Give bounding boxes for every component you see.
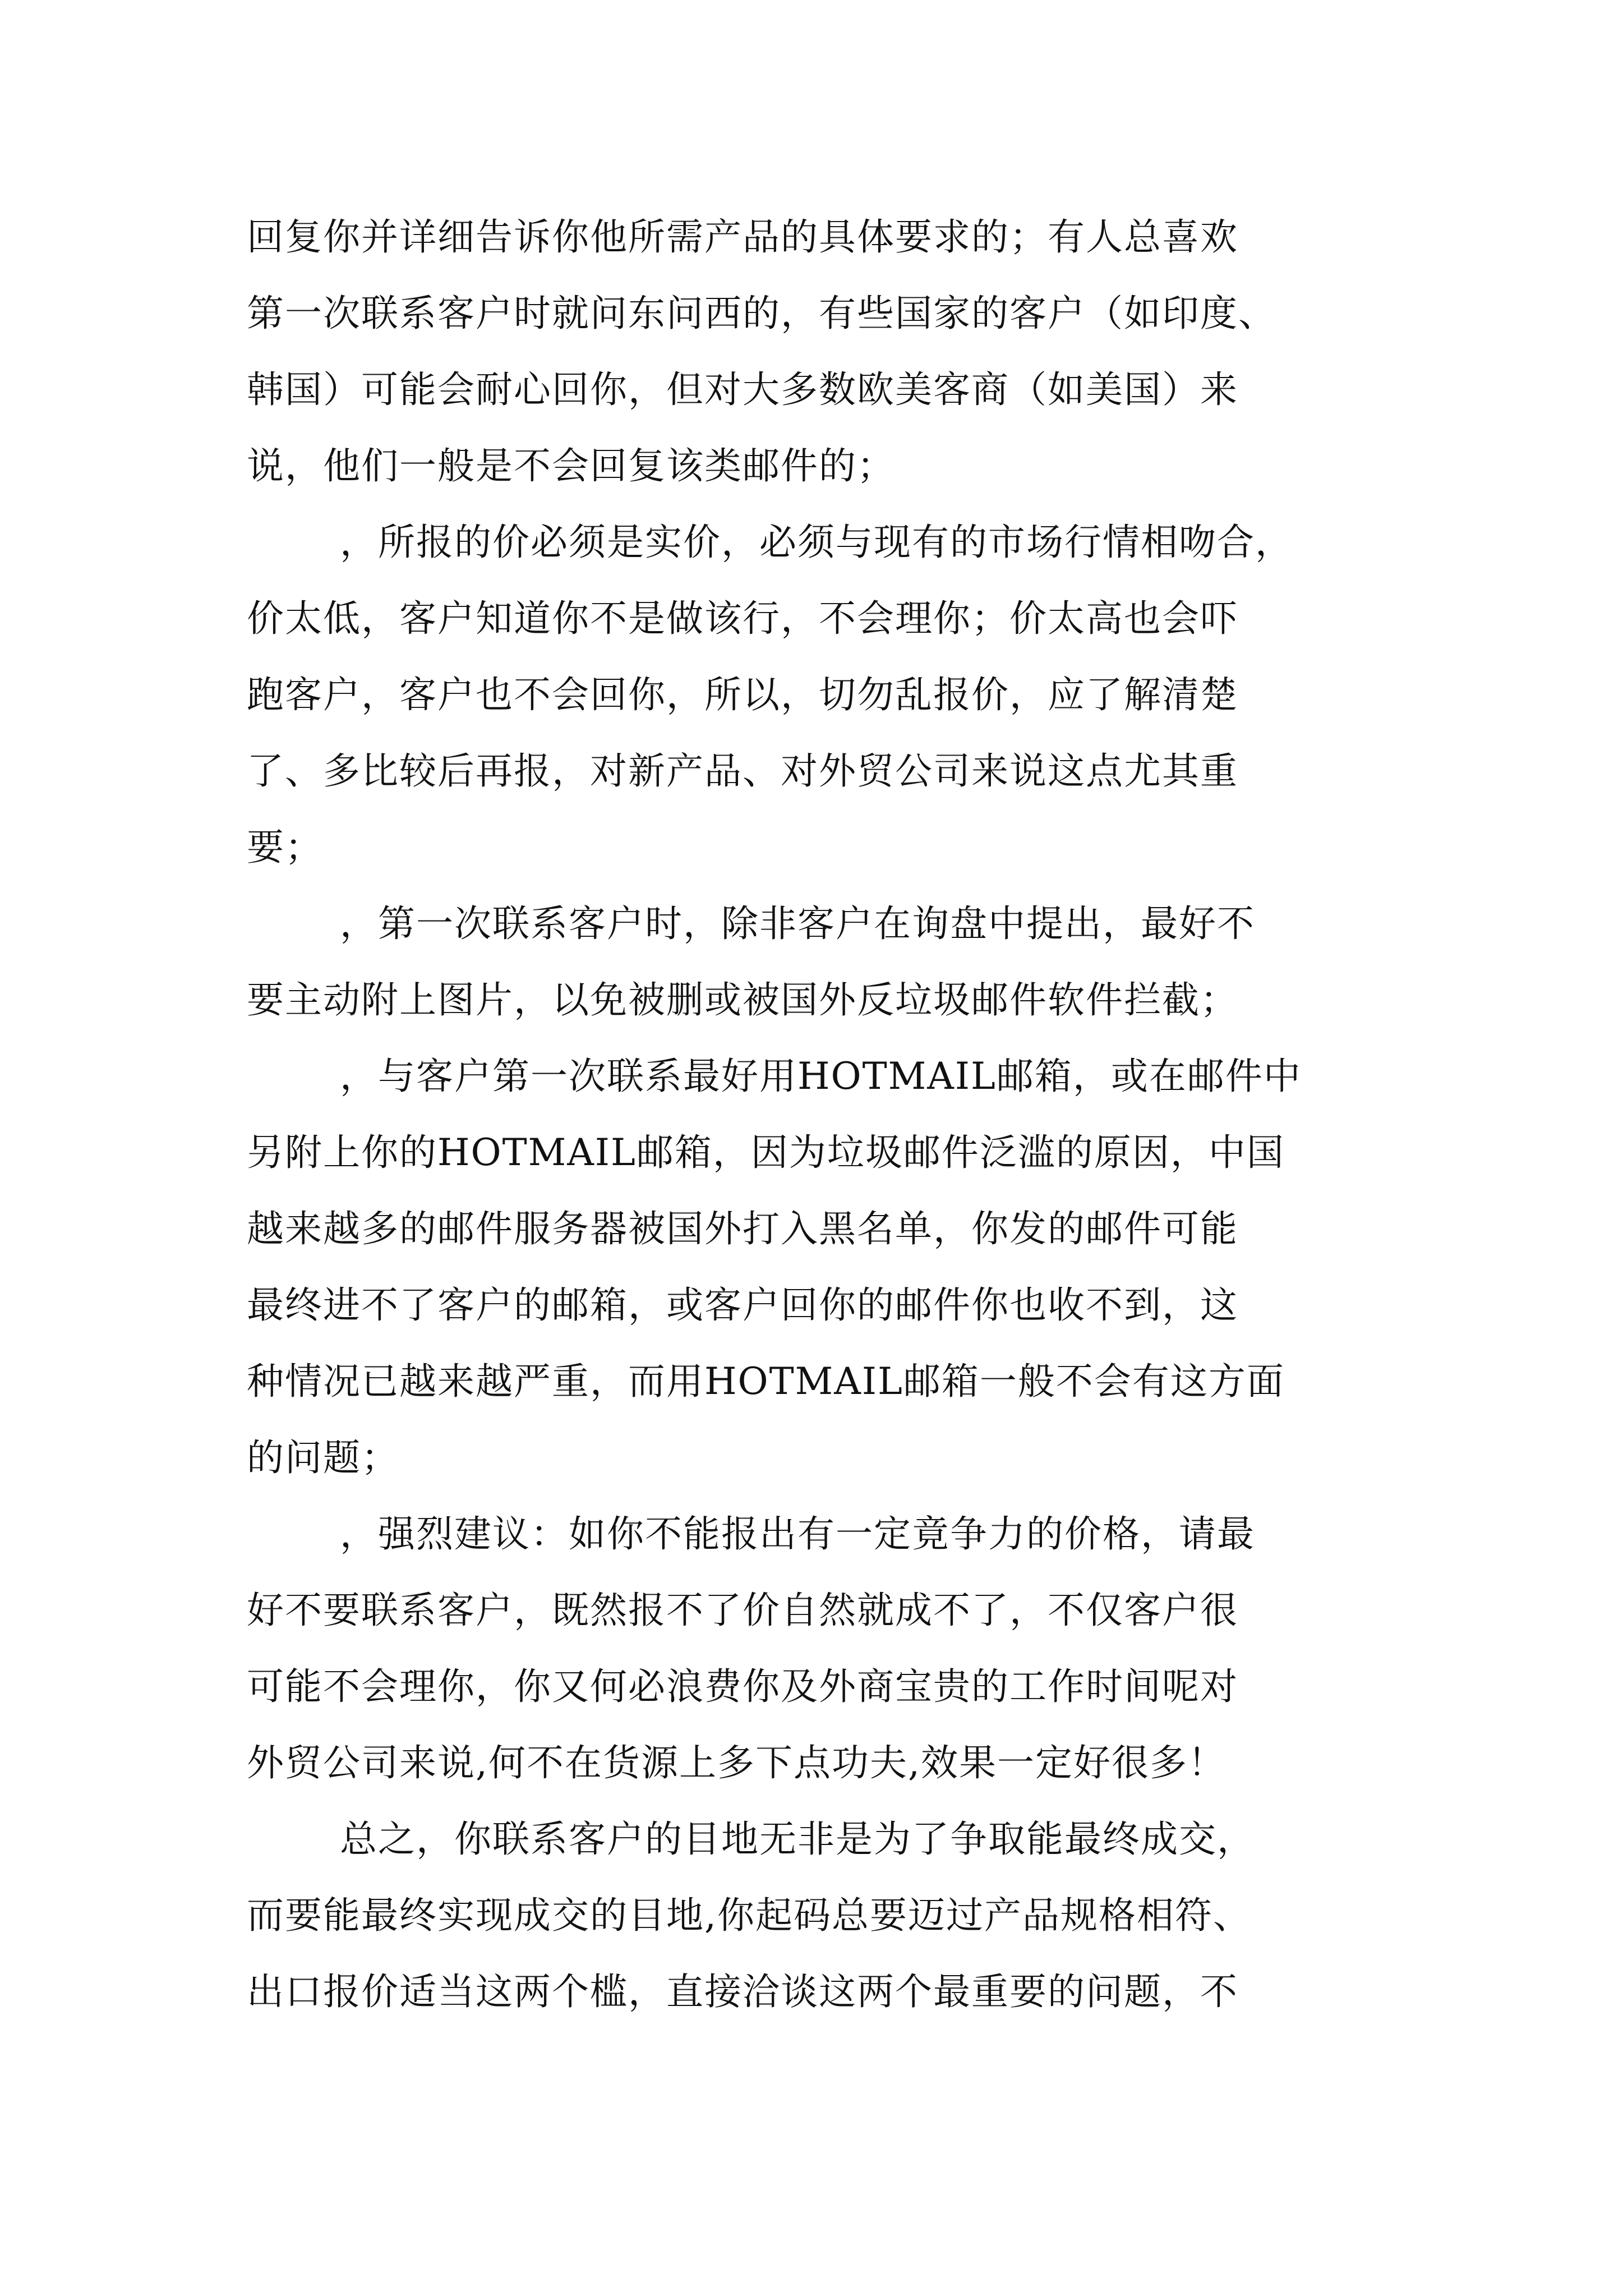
text-line: 说，他们一般是不会回复该类邮件的；: [247, 444, 895, 487]
text-line: 种情况已越来越严重，而用HOTMAIL邮箱一般不会有这方面: [247, 1360, 1285, 1403]
paragraph: [247, 504, 1380, 886]
text-line: 要主动附上图片，以免被删或被国外反垃圾邮件软件拦截；: [247, 978, 1238, 1022]
text-line: ，与客户第一次联系最好用HOTMAIL邮箱，或在邮件中: [340, 1055, 1302, 1098]
document-body: [247, 199, 1380, 2030]
paragraph: [247, 199, 1380, 504]
text-line: 出口报价适当这两个槛，直接洽谈这两个最重要的问题，不: [247, 1970, 1238, 2013]
text-line: 总之，你联系客户的目地无非是为了争取能最终成交，: [340, 1818, 1255, 1861]
paragraph: [247, 886, 1380, 1038]
paragraph: [247, 1496, 1380, 1801]
text-line: 跑客户，客户也不会回你，所以，切勿乱报价，应了解清楚: [247, 673, 1238, 716]
text-line: ，第一次联系客户时，除非客户在询盘中提出，最好不: [340, 902, 1255, 945]
text-line: 第一次联系客户时就问东问西的，有些国家的客户（如印度、: [247, 292, 1276, 335]
text-line: 另附上你的HOTMAIL邮箱，因为垃圾邮件泛滥的原因，中国: [247, 1131, 1285, 1174]
text-line: 最终进不了客户的邮箱，或客户回你的邮件你也收不到，这: [247, 1283, 1238, 1327]
text-line: 了、多比较后再报，对新产品、对外贸公司来说这点尤其重: [247, 749, 1238, 793]
text-line: 外贸公司来说,何不在货源上多下点功夫,效果一定好很多！: [247, 1741, 1226, 1784]
paragraph: [247, 1801, 1380, 2030]
text-line: ，所报的价必须是实价，必须与现有的市场行情相吻合，: [340, 521, 1293, 564]
text-line: 价太低，客户知道你不是做该行，不会理你；价太高也会吓: [247, 597, 1238, 640]
text-line: 越来越多的邮件服务器被国外打入黑名单，你发的邮件可能: [247, 1207, 1238, 1250]
text-line: 韩国）可能会耐心回你，但对大多数欧美客商（如美国）来: [247, 368, 1238, 411]
text-line: 好不要联系客户，既然报不了价自然就成不了，不仅客户很: [247, 1589, 1238, 1632]
paragraph: [247, 1038, 1380, 1496]
text-line: ，强烈建议：如你不能报出有一定竟争力的价格，请最: [340, 1512, 1255, 1556]
text-line: 的问题；: [247, 1436, 399, 1479]
text-line: 要；: [247, 826, 323, 869]
text-line: 可能不会理你，你又何必浪费你及外商宝贵的工作时间呢对: [247, 1665, 1238, 1708]
text-line: 回复你并详细告诉你他所需产品的具体要求的；有人总喜欢: [247, 215, 1238, 259]
text-line: 而要能最终实现成交的目地,你起码总要迈过产品规格相符、: [247, 1894, 1251, 1937]
